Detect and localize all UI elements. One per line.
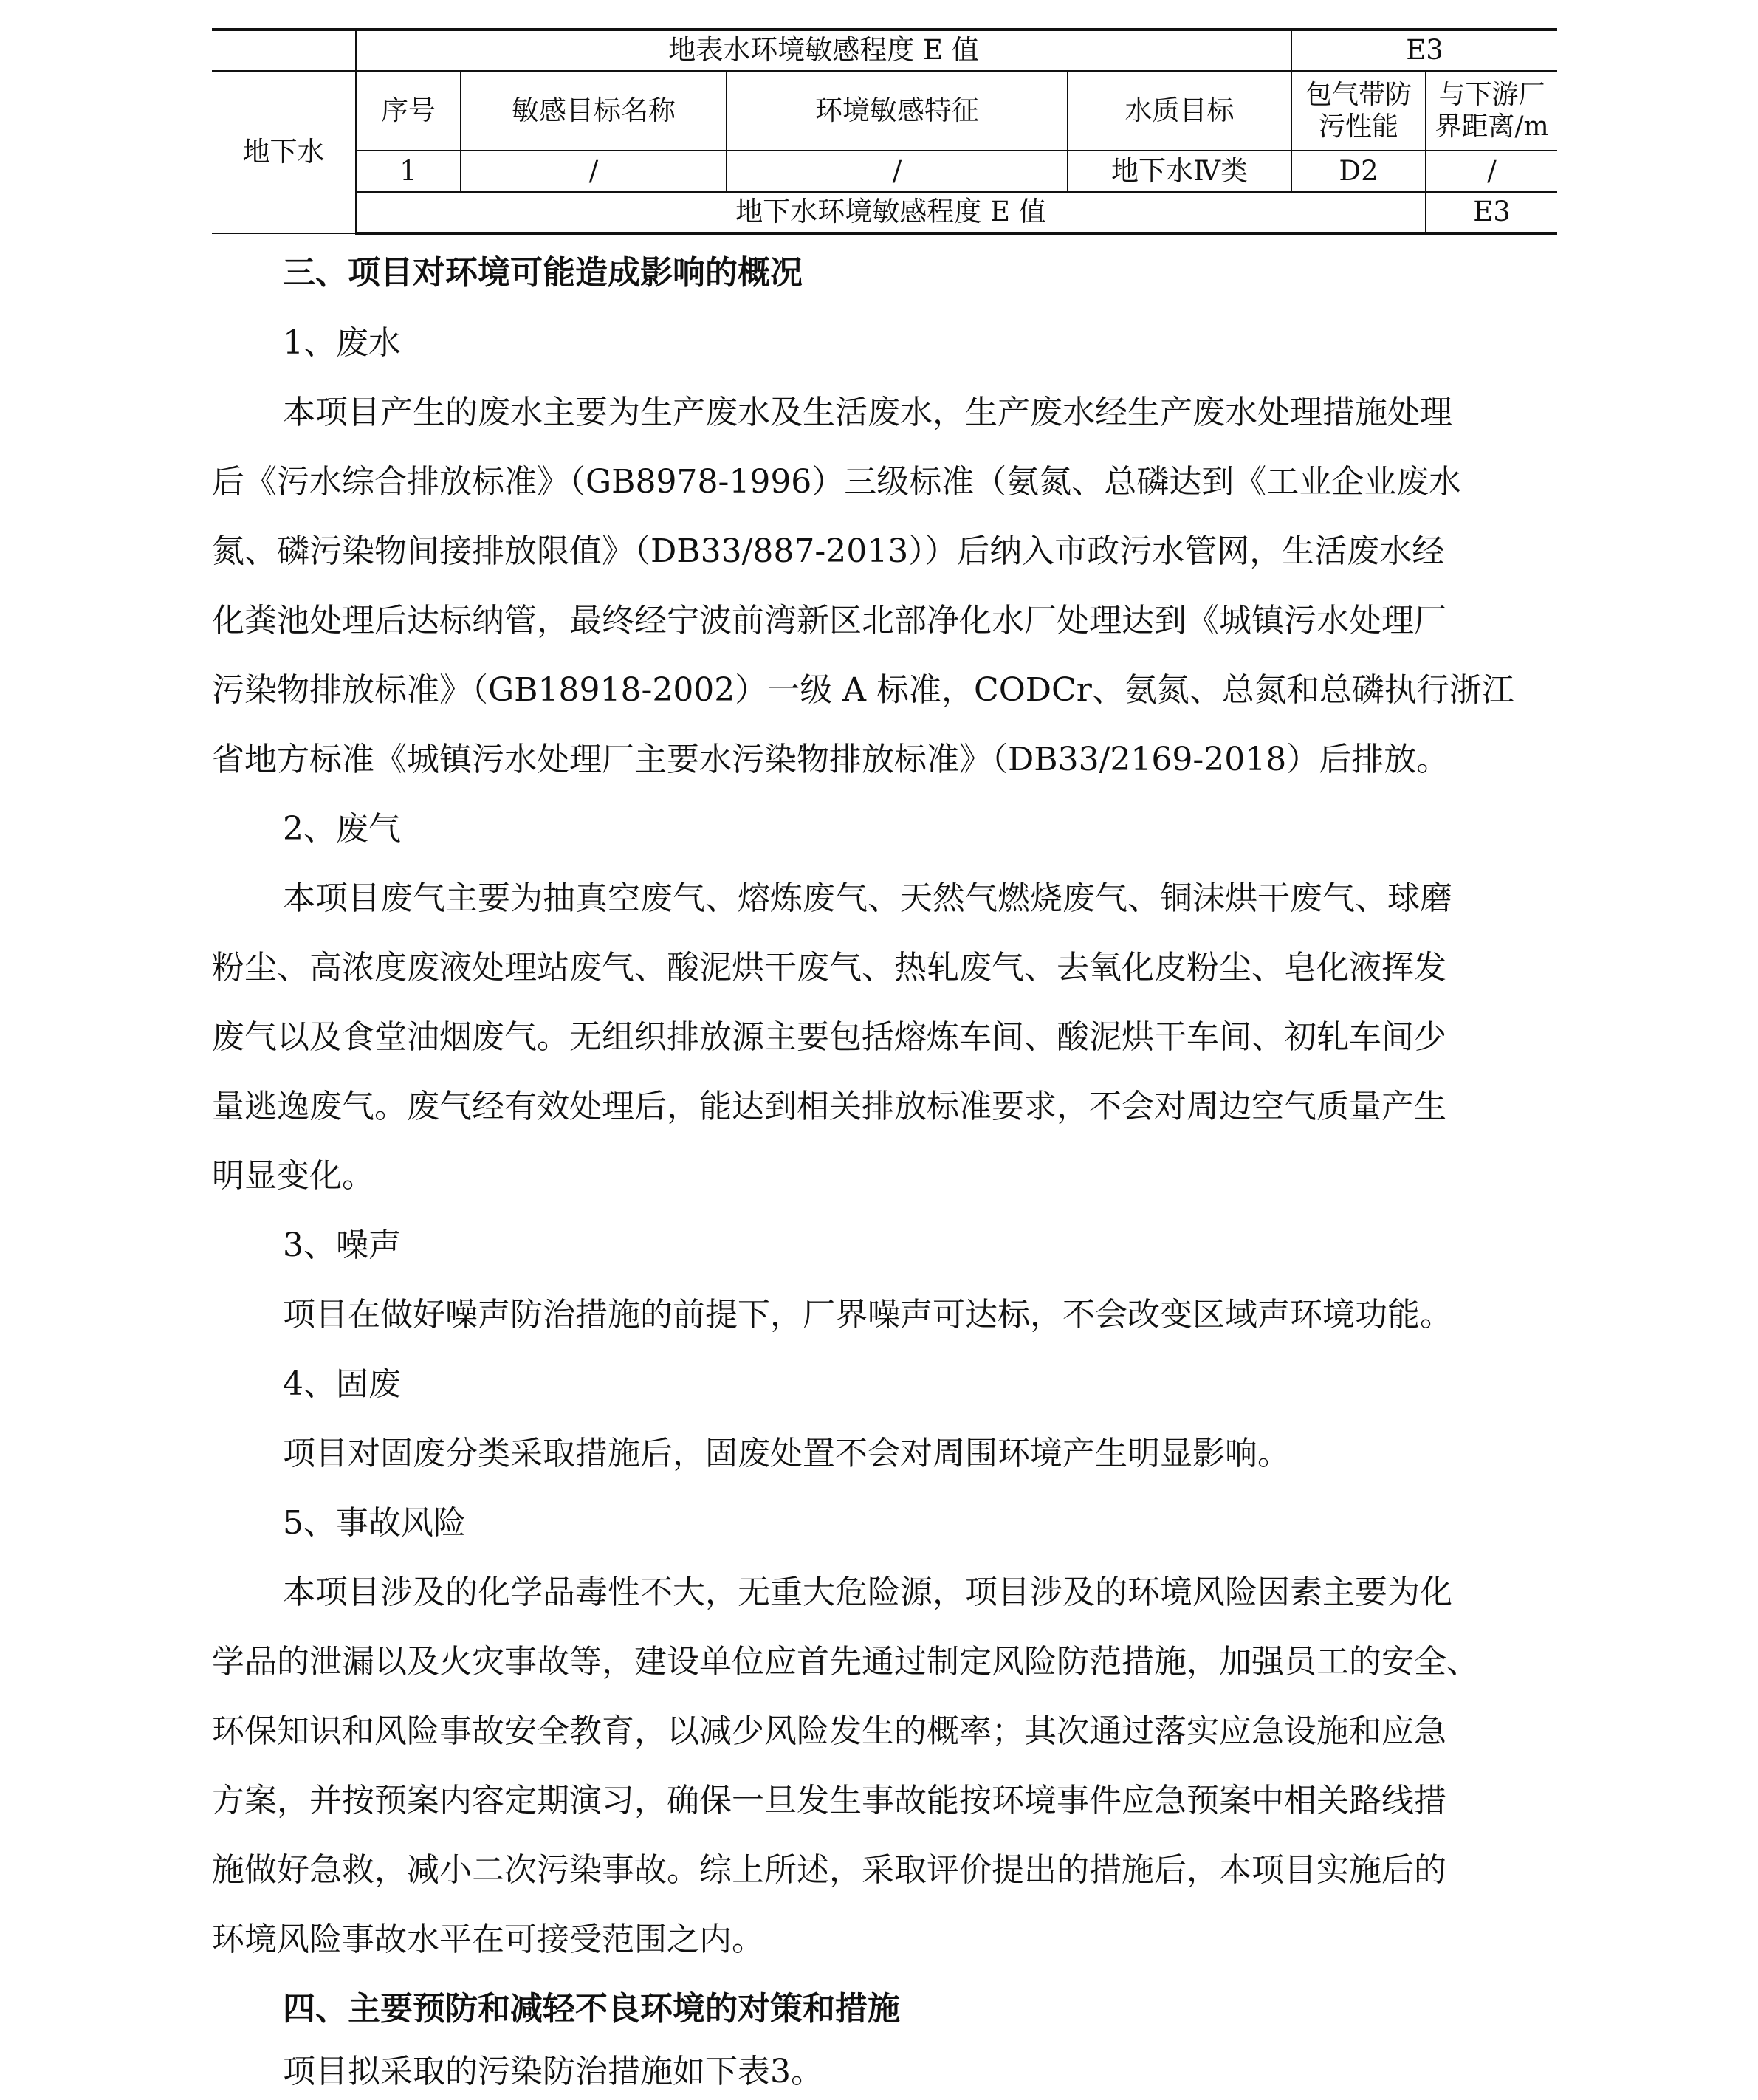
wastewater-line: 后《污水综合排放标准》（GB8978-1996）三级标准（氨氮、总磷达到《工业企业废水 [212,463,1462,501]
waste-gas-line: 本项目废气主要为抽真空废气、熔炼废气、天然气燃烧废气、铜沫烘干废气、球磨 [283,879,1452,917]
header-sensitivity-feature: 环境敏感特征 [727,71,1068,151]
wastewater-line: 省地方标准《城镇污水处理厂主要水污染物排放标准》（DB33/2169-2018）后排放。 [212,741,1449,778]
waste-gas-title: 2、废气 [283,810,401,848]
wastewater-line: 氮、磷污染物间接排放限值》（DB33/887-2013））后纳入市政污水管网，生活废水经 [212,532,1445,570]
risk-line: 方案，并按预案内容定期演习，确保一旦发生事故能按环境事件应急预案中相关路线措 [212,1782,1446,1819]
wastewater-line: 污染物排放标准》（GB18918-2002）一级 A 标准，CODCr、氨氮、总氮和总磷执行浙江 [212,671,1514,709]
risk-line: 环境风险事故水平在可接受范围之内。 [212,1921,764,1958]
wastewater-line: 化粪池处理后达标纳管，最终经宁波前湾新区北部净化水厂处理达到《城镇污水处理厂 [212,602,1446,639]
header-index: 序号 [356,71,461,151]
solid-waste-line: 项目对固废分类采取措施后，固废处置不会对周围环境产生明显影响。 [283,1435,1290,1472]
risk-line: 环保知识和风险事故安全教育，以减少风险发生的概率；其次通过落实应急设施和应急 [212,1712,1446,1750]
section4-title: 四、主要预防和减轻不良环境的对策和措施 [283,1990,900,2028]
groundwater-e-label: 地下水环境敏感程度 E 值 [356,192,1426,233]
header-water-quality: 水质目标 [1068,71,1291,151]
surface-e-label: 地表水环境敏感程度 E 值 [356,30,1291,71]
waste-gas-line: 粉尘、高浓度废液处理站废气、酸泥烘干废气、热轧废气、去氧化皮粉尘、皂化液挥发 [212,949,1446,986]
cell-index: 1 [356,151,461,192]
solid-waste-title: 4、固废 [283,1365,401,1403]
waste-gas-line: 量逃逸废气。废气经有效处理后，能达到相关排放标准要求，不会对周边空气质量产生 [212,1088,1446,1125]
cell-water-quality: 地下水Ⅳ类 [1068,151,1291,192]
waste-gas-line: 废气以及食堂油烟废气。无组织排放源主要包括熔炼车间、酸泥烘干车间、初轧车间少 [212,1018,1446,1056]
cell-sensitivity-feature: / [727,151,1068,192]
cell-vadose-zone: D2 [1291,151,1426,192]
cell-target-name: / [461,151,727,192]
groundwater-label: 地下水 [212,71,356,233]
table-row [212,30,1557,71]
groundwater-e-value: E3 [1426,192,1557,233]
noise-title: 3、噪声 [283,1226,401,1264]
surface-e-value: E3 [1291,30,1557,71]
risk-line: 本项目涉及的化学品毒性不大，无重大危险源，项目涉及的环境风险因素主要为化 [283,1574,1452,1611]
table-row [212,71,1557,151]
wastewater-line: 本项目产生的废水主要为生产废水及生活废水，生产废水经生产废水处理措施处理 [283,394,1452,431]
noise-line: 项目在做好噪声防治措施的前提下，厂界噪声可达标，不会改变区域声环境功能。 [283,1296,1452,1334]
risk-title: 5、事故风险 [283,1504,466,1542]
section4-line: 项目拟采取的污染防治措施如下表3。 [283,2053,823,2090]
table-row [212,151,1557,192]
waste-gas-line: 明显变化。 [212,1157,374,1195]
wastewater-title: 1、废水 [283,324,401,362]
sensitivity-table [212,28,1557,235]
section3-title: 三、项目对环境可能造成影响的概况 [283,254,803,292]
table-row [212,192,1557,233]
cell-distance: / [1426,151,1557,192]
risk-line: 学品的泄漏以及火灾事故等，建设单位应首先通过制定风险防范措施，加强员工的安全、 [212,1643,1479,1681]
table-cell-empty [212,30,356,71]
header-target-name: 敏感目标名称 [461,71,727,151]
header-distance: 与下游厂界距离/m [1426,71,1557,151]
risk-line: 施做好急救，减小二次污染事故。综上所述，采取评价提出的措施后，本项目实施后的 [212,1851,1446,1889]
header-vadose-zone: 包气带防污性能 [1291,71,1426,151]
